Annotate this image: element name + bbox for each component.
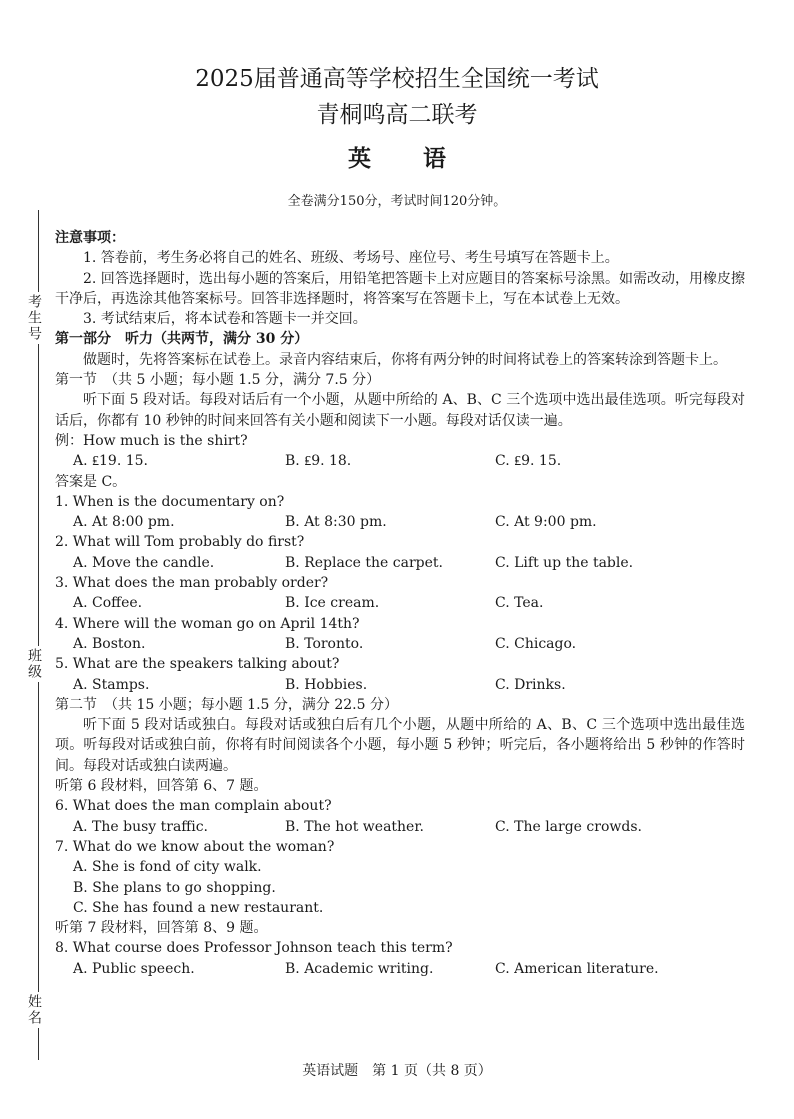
notice-item-1: 1. 答卷前，考生务必将自己的姓名、班级、考场号、座位号、考生号填写在答题卡上。 [83, 250, 619, 267]
option-c: C. Chicago. [495, 635, 577, 652]
part1-intro: 做题时，先将答案标在试卷上。录音内容结束后，你将有两分钟的时间将试卷上的答案转涂到答题卡上。 [83, 351, 727, 368]
question-3: 3. What does the man probably order? [55, 575, 329, 592]
question-8-options [55, 959, 745, 979]
option-c: C. American literature. [495, 960, 659, 977]
option-a: A. Stamps. [73, 676, 150, 693]
option-b: B. Replace the carpet. [285, 554, 443, 571]
option-c: C. Tea. [495, 595, 544, 612]
side-label-exam-number: 考生号 [20, 292, 44, 344]
question-2: 2. What will Tom probably do first? [55, 534, 305, 551]
option-c: C. The large crowds. [495, 818, 642, 835]
example-answer: 答案是 C。 [55, 473, 127, 490]
score-info: 全卷满分150分，考试时间120分钟。 [287, 194, 507, 209]
option-b: B. Ice cream. [285, 595, 380, 612]
option-c: C. Drinks. [495, 676, 566, 693]
example-options [55, 451, 745, 471]
question-6-options [55, 817, 745, 837]
exam-title: 2025届普通高等学校招生全国统一考试 [195, 66, 599, 92]
page-footer: 英语试题 第 1 页（共 8 页） [302, 1063, 492, 1079]
subject-title: 英 语 [347, 145, 468, 172]
material-7-instruction: 听第 7 段材料，回答第 8、9 题。 [55, 920, 268, 937]
notice-item-3: 3. 考试结束后，将本试卷和答题卡一并交回。 [83, 311, 367, 328]
option-b: B. ₤9. 18. [285, 453, 352, 470]
question-6: 6. What does the man complain about? [55, 798, 332, 815]
question-5: 5. What are the speakers talking about? [55, 656, 340, 673]
side-label-class: 班级 [20, 646, 44, 682]
section1-heading: 第一节 （共 5 小题；每小题 1.5 分，满分 7.5 分） [55, 372, 381, 389]
material-6-instruction: 听第 6 段材料，回答第 6、7 题。 [55, 778, 268, 795]
option-c: C. At 9:00 pm. [495, 514, 597, 531]
question-5-options [55, 675, 745, 695]
side-label-name: 姓名 [20, 992, 44, 1028]
question-1: 1. When is the documentary on? [55, 493, 285, 510]
question-4-options [55, 634, 745, 654]
exam-content [55, 228, 745, 979]
part1-heading: 第一部分 听力（共两节，满分 30 分） [55, 331, 309, 348]
option-b: B. Academic writing. [285, 960, 434, 977]
question-8: 8. What course does Professor Johnson teach this term? [55, 940, 453, 957]
section2-intro: 听下面 5 段对话或独白。每段对话或独白后有几个小题，从题中所给的 A、B、C 三个选项中选出最佳选项。听每段对话或独白前，你将有时间阅读各个小题，每小题 5 秒钟；听完后，各小题将给出 5 秒钟的作答时间。每段对话或独白读两遍。 [55, 717, 745, 774]
option-a: A. At 8:00 pm. [73, 514, 175, 531]
option-c: C. Lift up the table. [495, 554, 634, 571]
question-7-option-c: C. She has found a new restaurant. [73, 899, 324, 916]
option-a: A. Coffee. [73, 595, 143, 612]
section1-intro: 听下面 5 段对话。每段对话后有一个小题，从题中所给的 A、B、C 三个选项中选出最佳选项。听完每段对话后，你都有 10 秒钟的时间来回答有关小题和阅读下一小题。每段对话仅读一遍。 [55, 392, 745, 429]
section2-heading: 第二节 （共 15 小题；每小题 1.5 分，满分 22.5 分） [55, 696, 398, 713]
option-b: B. Toronto. [285, 635, 364, 652]
option-a: A. Boston. [73, 635, 146, 652]
question-2-options [55, 553, 745, 573]
notice-item-2: 2. 回答选择题时，选出每小题的答案后，用铅笔把答题卡上对应题目的答案标号涂黑。如需改动，用橡皮擦干净后，再选涂其他答案标号。回答非选择题时，将答案写在答题卡上，写在本试卷上无效。 [55, 270, 745, 307]
question-1-options [55, 512, 745, 532]
exam-subtitle: 青桐鸣高二联考 [316, 102, 478, 128]
question-7-option-b: B. She plans to go shopping. [73, 879, 276, 896]
notice-heading: 注意事项： [55, 230, 125, 246]
option-a: A. The busy traffic. [73, 818, 209, 835]
question-4: 4. Where will the woman go on April 14th? [55, 615, 360, 632]
option-b: B. Hobbies. [285, 676, 368, 693]
option-a: A. Move the candle. [73, 554, 215, 571]
option-a: A. ₤19. 15. [73, 453, 148, 470]
question-7: 7. What do we know about the woman? [55, 838, 335, 855]
question-7-option-a: A. She is fond of city walk. [73, 859, 262, 876]
question-3-options [55, 593, 745, 613]
option-b: B. The hot weather. [285, 818, 424, 835]
option-b: B. At 8:30 pm. [285, 514, 387, 531]
option-a: A. Public speech. [73, 960, 195, 977]
option-c: C. ₤9. 15. [495, 453, 562, 470]
example-question: 例：How much is the shirt? [55, 432, 248, 449]
